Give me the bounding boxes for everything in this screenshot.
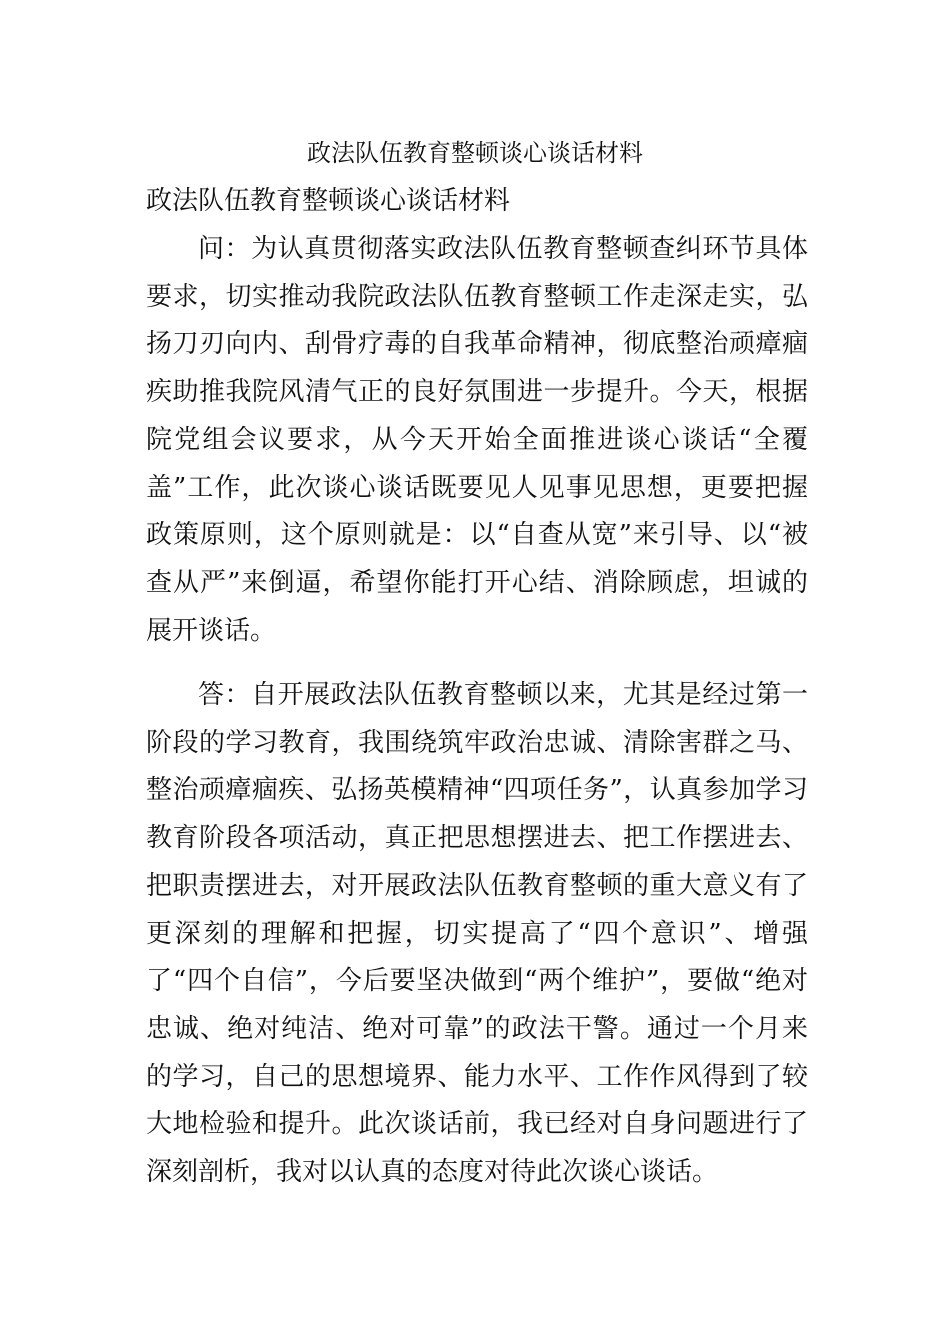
question-paragraph: 问：为认真贯彻落实政法队伍教育整顿查纠环节具体要求，切实推动我院政法队伍教育整顿工作走深走实，弘扬刀刃向内、刮骨疗毒的自我革命精神，彻底整治顽瘴痼疾助推我院风清气正的良好氛围进一步提升。今天，根据院党组会议要求，从今天开始全面推进谈心谈话“全覆盖”工作，此次谈心谈话既要见人见事见思想，更要把握政策原则，这个原则就是：以“自查从宽”来引导、以“被查从严”来倒逼，希望你能打开心结、消除顾虑，坦诚的展开谈话。 [146, 234, 808, 646]
document-title: 政法队伍教育整顿谈心谈话材料 [307, 139, 643, 167]
document-subtitle: 政法队伍教育整顿谈心谈话材料 [146, 186, 511, 216]
answer-paragraph: 答：自开展政法队伍教育整顿以来，尤其是经过第一阶段的学习教育，我围绕筑牢政治忠诚、清除害群之马、整治顽瘴痼疾、弘扬英模精神“四项任务”，认真参加学习教育阶段各项活动，真正把思想摆进去、把工作摆进去、把职责摆进去，对开展政法队伍教育整顿的重大意义有了更深刻的理解和把握，切实提高了“四个意识”、增强了“四个自信”，今后要坚决做到“两个维护”，要做“绝对忠诚、绝对纯洁、绝对可靠”的政法干警。通过一个月来的学习，自己的思想境界、能力水平、工作作风得到了较大地检验和提升。此次谈话前，我已经对自身问题进行了深刻剖析，我对以认真的态度对待此次谈心谈话。 [146, 680, 808, 1188]
